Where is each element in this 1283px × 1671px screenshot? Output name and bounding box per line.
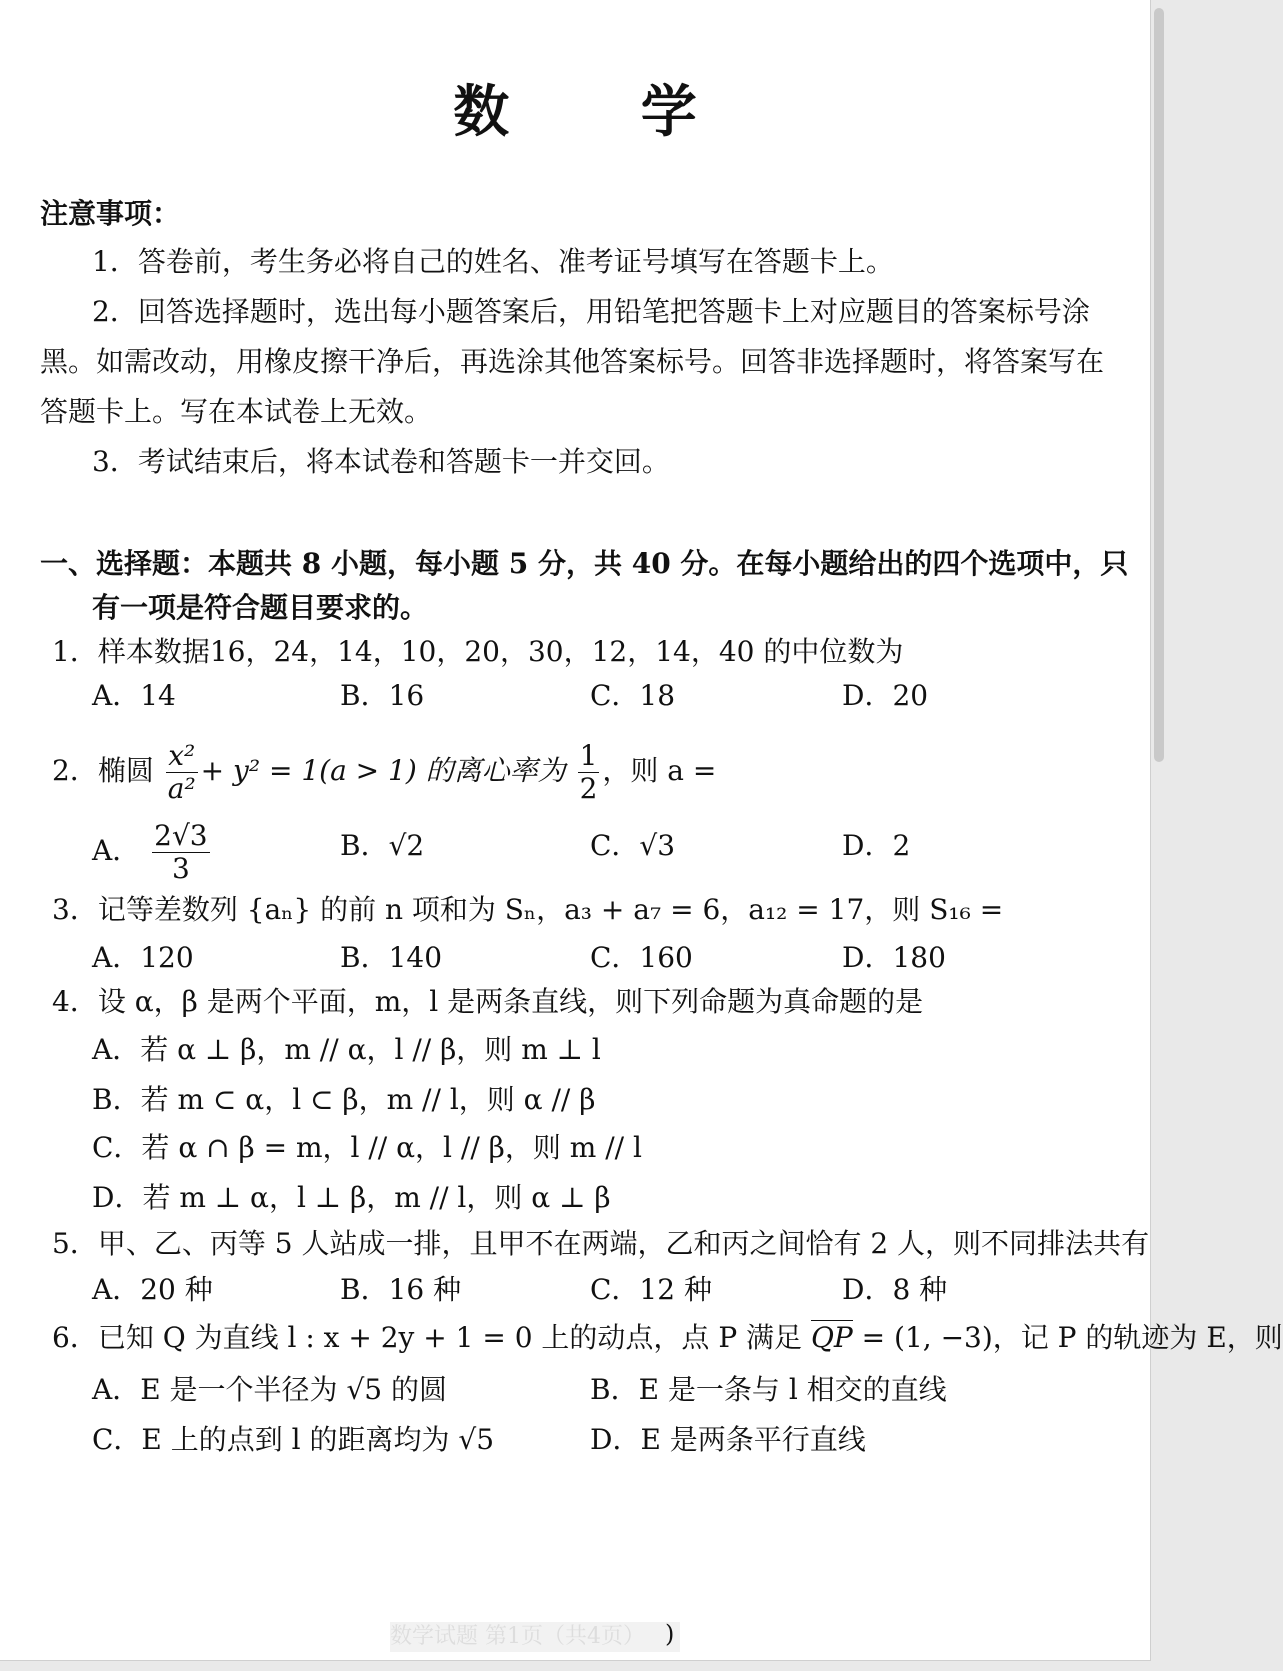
q5-option-b: B．16 种 <box>340 1273 462 1306</box>
q3-option-b: B．140 <box>340 941 443 974</box>
q3-option-d: D．180 <box>842 941 946 974</box>
question-stem-mid: + y² = 1(a > 1) 的离心率为 <box>200 754 566 787</box>
q6-option-b: B．E 是一条与 l 相交的直线 <box>590 1373 947 1406</box>
q2-option-d: D．2 <box>842 829 911 862</box>
page-footer: 数学试题 第1页（共4页） <box>390 1622 680 1652</box>
ellipse-fraction: $\frac{\text{x²}}{\text{a²}}$ <box>167 739 196 805</box>
q1-option-c: C．18 <box>590 679 676 712</box>
q6-option-c: C．E 上的点到 l 的距离均为 √5 <box>92 1423 495 1456</box>
question-number: 2． <box>52 754 98 787</box>
notice-item-3: 3．考试结束后，将本试卷和答题卡一并交回。 <box>92 445 670 478</box>
question-5 <box>52 1226 1149 1262</box>
q1-option-a: A．14 <box>92 679 176 712</box>
q5-option-a: A．20 种 <box>92 1273 213 1306</box>
section-heading-cont: 有一项是符合题目要求的。 <box>92 591 429 624</box>
question-number: 3． <box>52 893 98 926</box>
q4-option-d: D．若 m ⊥ α，l ⊥ β，m // l，则 α ⊥ β <box>92 1181 611 1214</box>
q1-option-d: D．20 <box>842 679 929 712</box>
question-stem: 设 α，β 是两个平面，m，l 是两条直线，则下列命题为真命题的是 <box>97 985 924 1018</box>
notice-heading: 注意事项： <box>40 197 181 230</box>
vertical-scrollbar[interactable] <box>1154 8 1164 762</box>
q5-option-d: D．8 种 <box>842 1273 948 1306</box>
q4-option-c: C．若 α ∩ β = m，l // α，l // β，则 m // l <box>92 1131 642 1164</box>
question-stem: 记等差数列 {aₙ} 的前 n 项和为 Sₙ，a₃ + a₇ = 6，a₁₂ = 17，则 S₁₆ = <box>97 893 1004 926</box>
question-4 <box>52 984 923 1020</box>
notice-item-2-end: 答题卡上。写在本试卷上无效。 <box>40 395 433 428</box>
q2-option-b: B．√2 <box>340 829 425 862</box>
footer-brace: ) <box>665 1620 675 1648</box>
q4-option-a: A．若 α ⊥ β，m // α，l // β，则 m ⊥ l <box>92 1033 601 1066</box>
q3-option-c: C．160 <box>590 941 693 974</box>
q6-option-d: D．E 是两条平行直线 <box>590 1423 866 1456</box>
question-1 <box>52 634 903 670</box>
section-heading: 一、选择题：本题共 8 小题，每小题 5 分，共 40 分。在每小题给出的四个选项中，只 <box>40 547 1129 580</box>
question-2 <box>52 739 717 805</box>
page-title: 数 学 <box>453 79 753 145</box>
q2-option-c: C．√3 <box>590 829 676 862</box>
question-stem: 甲、乙、丙等 5 人站成一排，且甲不在两端，乙和丙之间恰有 2 人，则不同排法共有 <box>97 1227 1150 1260</box>
question-stem: 样本数据16，24，14，10，20，30，12，14，40 的中位数为 <box>97 635 904 668</box>
notice-item-2: 2．回答选择题时，选出每小题答案后，用铅笔把答题卡上对应题目的答案标号涂 <box>92 295 1090 328</box>
question-stem-prefix: 椭圆 <box>97 754 154 787</box>
q4-option-b: B．若 m ⊂ α，l ⊂ β，m // l，则 α // β <box>92 1083 596 1116</box>
q5-option-c: C．12 种 <box>590 1273 712 1306</box>
q3-option-a: A．120 <box>92 941 194 974</box>
notice-item-2-cont: 黑。如需改动，用橡皮擦干净后，再选涂其他答案标号。回答非选择题时，将答案写在 <box>40 345 1105 378</box>
question-6 <box>52 1320 1283 1356</box>
vector-qp: QP <box>810 1321 853 1354</box>
q6-option-a: A．E 是一个半径为 √5 的圆 <box>92 1373 448 1406</box>
option-a-fraction: $\frac{2√3}{3}$ <box>154 819 208 885</box>
notice-item-1: 1．答卷前，考生务必将自己的姓名、准考证号填写在答题卡上。 <box>92 245 894 278</box>
question-3 <box>52 892 1003 928</box>
q2-option-a: A． $\frac{2√3}{3}$ <box>92 819 208 885</box>
question-number: 4． <box>52 985 98 1018</box>
question-number: 6． <box>52 1321 98 1354</box>
q1-option-b: B．16 <box>340 679 425 712</box>
question-number: 5． <box>52 1227 98 1260</box>
eccentricity-fraction: $\frac{1}{2}$ <box>579 739 598 805</box>
question-stem-suffix: ，则 a = <box>602 754 717 787</box>
question-stem-b: = (1, −3)，记 P 的轨迹为 E，则 <box>861 1321 1283 1354</box>
question-stem-a: 已知 Q 为直线 l : x + 2y + 1 = 0 上的动点，点 P 满足 <box>97 1321 803 1354</box>
question-number: 1． <box>52 635 98 668</box>
